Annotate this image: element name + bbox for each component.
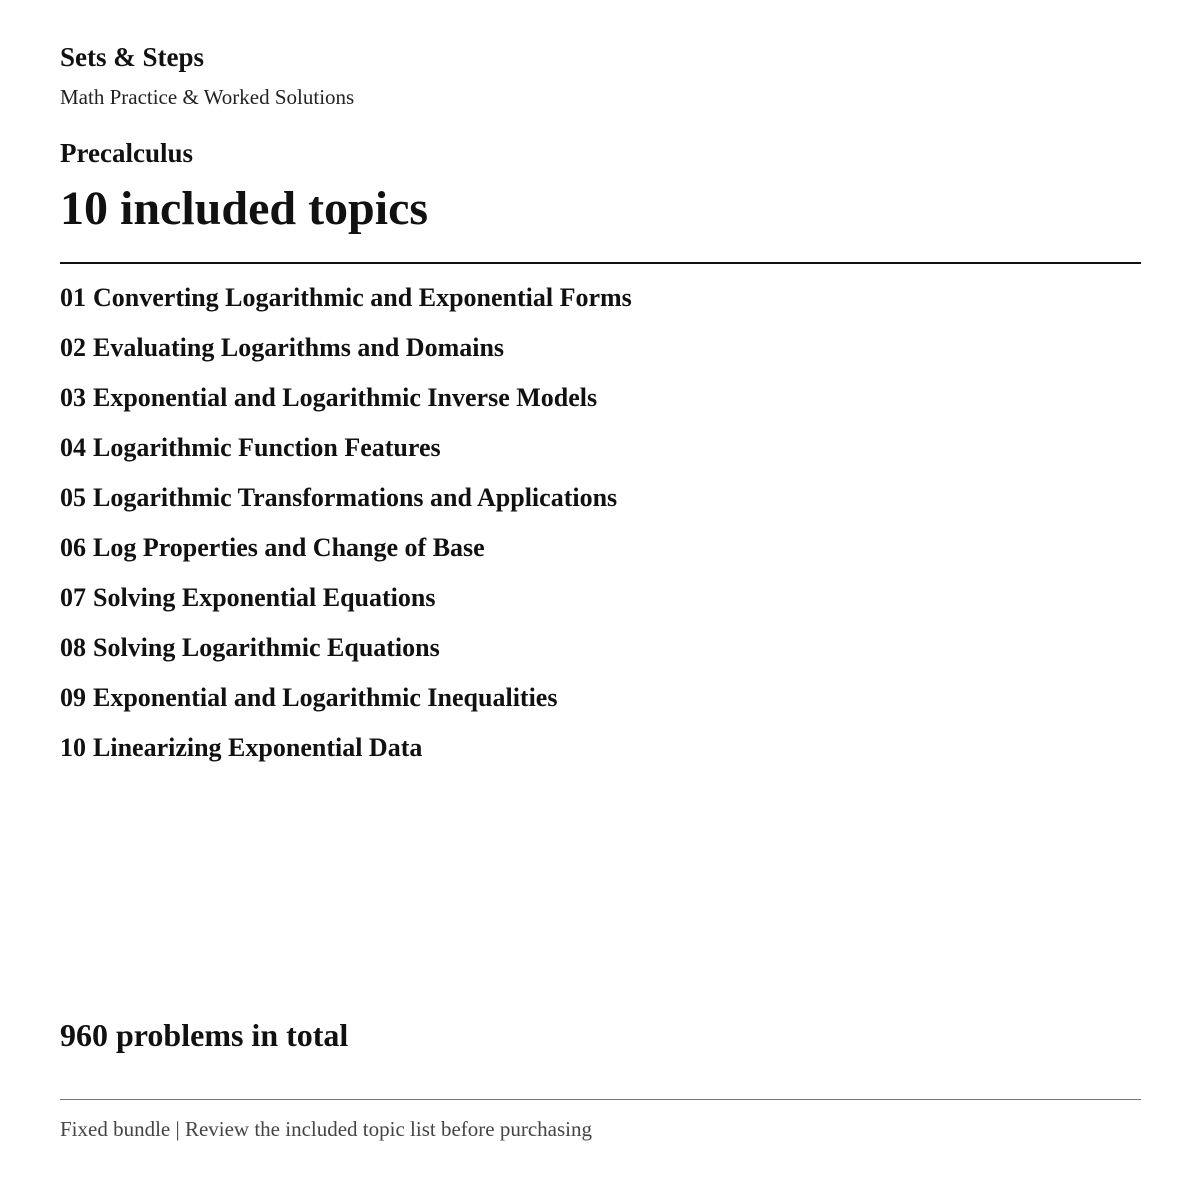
topic-item <box>60 380 632 430</box>
page-title: 10 included topics <box>60 182 429 235</box>
topic-item <box>60 680 632 730</box>
topic-number: 03 <box>60 383 86 412</box>
topic-item <box>60 580 632 630</box>
topic-number: 09 <box>60 683 86 712</box>
topic-number: 08 <box>60 633 86 662</box>
problem-total: 960 problems in total <box>60 1017 349 1053</box>
topic-number: 02 <box>60 333 86 362</box>
topic-number: 10 <box>60 733 86 762</box>
topic-title: Log Properties and Change of Base <box>93 533 485 562</box>
topic-title: Solving Exponential Equations <box>93 583 436 612</box>
topic-title: Logarithmic Transformations and Applications <box>93 483 618 512</box>
bundle-page <box>60 0 1141 1200</box>
topic-item <box>60 280 632 330</box>
topic-title: Converting Logarithmic and Exponential Forms <box>93 283 632 312</box>
footer-note: Fixed bundle | Review the included topic list before purchasing <box>60 1117 592 1141</box>
topic-title: Logarithmic Function Features <box>93 433 441 462</box>
topic-number: 07 <box>60 583 86 612</box>
topic-title: Solving Logarithmic Equations <box>93 633 440 662</box>
topic-title: Exponential and Logarithmic Inverse Models <box>93 383 598 412</box>
topic-item <box>60 430 632 480</box>
topic-number: 06 <box>60 533 86 562</box>
topic-item <box>60 330 632 380</box>
brand-subtitle: Math Practice & Worked Solutions <box>60 85 355 109</box>
topic-item <box>60 730 632 780</box>
topic-item <box>60 530 632 580</box>
topic-item <box>60 630 632 680</box>
topic-list <box>60 280 632 780</box>
topic-number: 04 <box>60 433 86 462</box>
topic-item <box>60 480 632 530</box>
topic-number: 05 <box>60 483 86 512</box>
course-name: Precalculus <box>60 138 193 168</box>
header-divider <box>60 262 1141 264</box>
topic-title: Exponential and Logarithmic Inequalities <box>93 683 558 712</box>
footer-divider <box>60 1099 1141 1100</box>
topic-title: Linearizing Exponential Data <box>93 733 423 762</box>
topic-title: Evaluating Logarithms and Domains <box>93 333 505 362</box>
brand-title: Sets & Steps <box>60 42 205 72</box>
topic-number: 01 <box>60 283 86 312</box>
